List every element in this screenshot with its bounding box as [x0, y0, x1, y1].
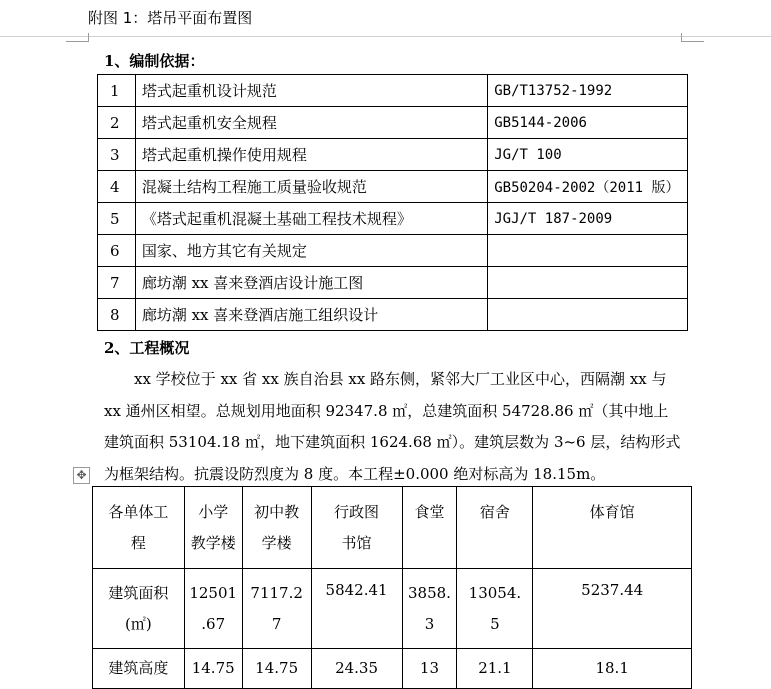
margin-marker-right [681, 33, 704, 42]
paragraph-line: 为框架结构。抗震设防烈度为 8 度。本工程±0.000 绝对标高为 18.15m。 [104, 464, 606, 483]
basis-code [488, 299, 688, 331]
stats-cell-line: .67 [201, 614, 226, 633]
stats-cell-line: 建筑高度 [108, 659, 169, 677]
stats-header-cell-line: 行政图 [334, 502, 380, 521]
basis-name: 廊坊潮 xx 喜来登酒店施工组织设计 [135, 299, 487, 331]
stats-header-cell [242, 487, 311, 569]
stats-cell [184, 649, 242, 689]
stats-header-cell [533, 487, 692, 569]
paragraph-line: xx 通州区相望。总规划用地面积 92347.8 ㎡，总建筑面积 54728.86 ㎡（其中地上 [104, 401, 669, 420]
stats-header-cell-line: 学楼 [261, 533, 292, 552]
stats-cell [184, 569, 242, 649]
stats-cell [93, 569, 185, 649]
basis-num: 5 [98, 203, 136, 235]
basis-num: 1 [98, 75, 136, 107]
stats-cell-line: 13 [419, 659, 440, 677]
stats-cell [242, 649, 311, 689]
stats-header-cell-line: 书馆 [341, 533, 372, 552]
basis-code: GB50204-2002（2011 版） [488, 171, 688, 203]
basis-code [488, 267, 688, 299]
stats-cell-line: 14.75 [255, 659, 299, 677]
stats-row [93, 569, 692, 649]
stats-header-cell-line: 小学 [198, 502, 229, 521]
basis-row [98, 75, 688, 107]
stats-header-cell-line: 宿舍 [479, 503, 510, 521]
section-heading-overview: 2、工程概况 [104, 339, 190, 357]
basis-name: 塔式起重机设计规范 [135, 75, 487, 107]
basis-code: GB5144-2006 [488, 107, 688, 139]
stats-header-cell [457, 487, 533, 569]
paragraph-line: xx 学校位于 xx 省 xx 族自治县 xx 路东侧，紧邻大厂工业区中心，西隔潮 xx 与 [104, 370, 667, 388]
basis-code [488, 235, 688, 267]
document-header [0, 0, 771, 37]
basis-row [98, 107, 688, 139]
stats-row [93, 649, 692, 689]
basis-code: JG/T 100 [488, 139, 688, 171]
stats-cell [242, 569, 311, 649]
stats-cell [402, 649, 457, 689]
basis-name: 《塔式起重机混凝土基础工程技术规程》 [135, 203, 487, 235]
stats-cell-line: 3858. [408, 583, 451, 602]
building-stats-table [92, 486, 692, 689]
stats-cell-line: 5 [490, 614, 500, 633]
basis-name: 廊坊潮 xx 喜来登酒店设计施工图 [135, 267, 487, 299]
basis-num: 6 [98, 235, 136, 267]
stats-cell-line: 12501 [189, 583, 238, 602]
paragraph-line: 建筑面积 53104.18 ㎡，地下建筑面积 1624.68 ㎡）。建筑层数为 3~6 层，结构形式 [104, 433, 681, 451]
stats-cell [533, 569, 692, 649]
basis-num: 7 [98, 267, 136, 299]
stats-cell-line: 13054. [468, 583, 522, 602]
stats-header-cell-line: 初中教 [254, 502, 300, 521]
basis-num: 3 [98, 139, 136, 171]
basis-code: JGJ/T 187-2009 [488, 203, 688, 235]
stats-cell [457, 569, 533, 649]
stats-cell [533, 649, 692, 689]
stats-header-cell [311, 487, 402, 569]
stats-header-cell [93, 487, 185, 569]
basis-row [98, 267, 688, 299]
basis-num: 4 [98, 171, 136, 203]
overview-paragraph [104, 364, 686, 490]
stats-cell-line: 21.1 [478, 659, 512, 677]
margin-marker-left [66, 33, 89, 42]
stats-cell-line: 5842.41 [325, 581, 388, 599]
basis-num: 2 [98, 107, 136, 139]
basis-row [98, 299, 688, 331]
stats-cell-line: 7 [271, 614, 282, 633]
stats-header-cell-line: 食堂 [414, 503, 445, 521]
basis-row [98, 203, 688, 235]
stats-cell [402, 569, 457, 649]
basis-row [98, 139, 688, 171]
stats-cell-line: 24.35 [335, 659, 379, 677]
basis-name: 塔式起重机安全规程 [135, 107, 487, 139]
basis-name: 国家、地方其它有关规定 [135, 235, 487, 267]
section-heading-basis: 1、编制依据： [104, 52, 205, 70]
header-title: 附图 1：塔吊平面布置图 [88, 9, 253, 27]
stats-header-cell-line: 体育馆 [589, 503, 635, 521]
stats-cell-line: 18.1 [595, 659, 629, 677]
stats-cell-line: 建筑面积 [108, 583, 169, 602]
stats-cell-line: 14.75 [191, 659, 235, 677]
basis-name: 塔式起重机操作使用规程 [135, 139, 487, 171]
stats-header-cell-line: 各单体工 [108, 502, 169, 521]
basis-name: 混凝土结构工程施工质量验收规范 [135, 171, 487, 203]
basis-row [98, 235, 688, 267]
stats-header-cell [184, 487, 242, 569]
stats-cell [457, 649, 533, 689]
stats-cell [93, 649, 185, 689]
basis-num: 8 [98, 299, 136, 331]
stats-cell-line: (㎡) [125, 614, 152, 633]
basis-code: GB/T13752-1992 [488, 75, 688, 107]
stats-cell-line: 7117.2 [250, 583, 303, 602]
stats-header-cell-line: 教学楼 [190, 533, 236, 552]
stats-cell [311, 569, 402, 649]
stats-cell-line: 5237.44 [581, 581, 644, 599]
table-move-handle-icon[interactable]: ✥ [73, 467, 90, 484]
basis-row [98, 171, 688, 203]
basis-table [97, 74, 688, 331]
stats-header-cell-line: 程 [130, 533, 146, 552]
stats-cell [311, 649, 402, 689]
stats-header-row [93, 487, 692, 569]
stats-header-cell [402, 487, 457, 569]
stats-cell-line: 3 [424, 614, 435, 633]
